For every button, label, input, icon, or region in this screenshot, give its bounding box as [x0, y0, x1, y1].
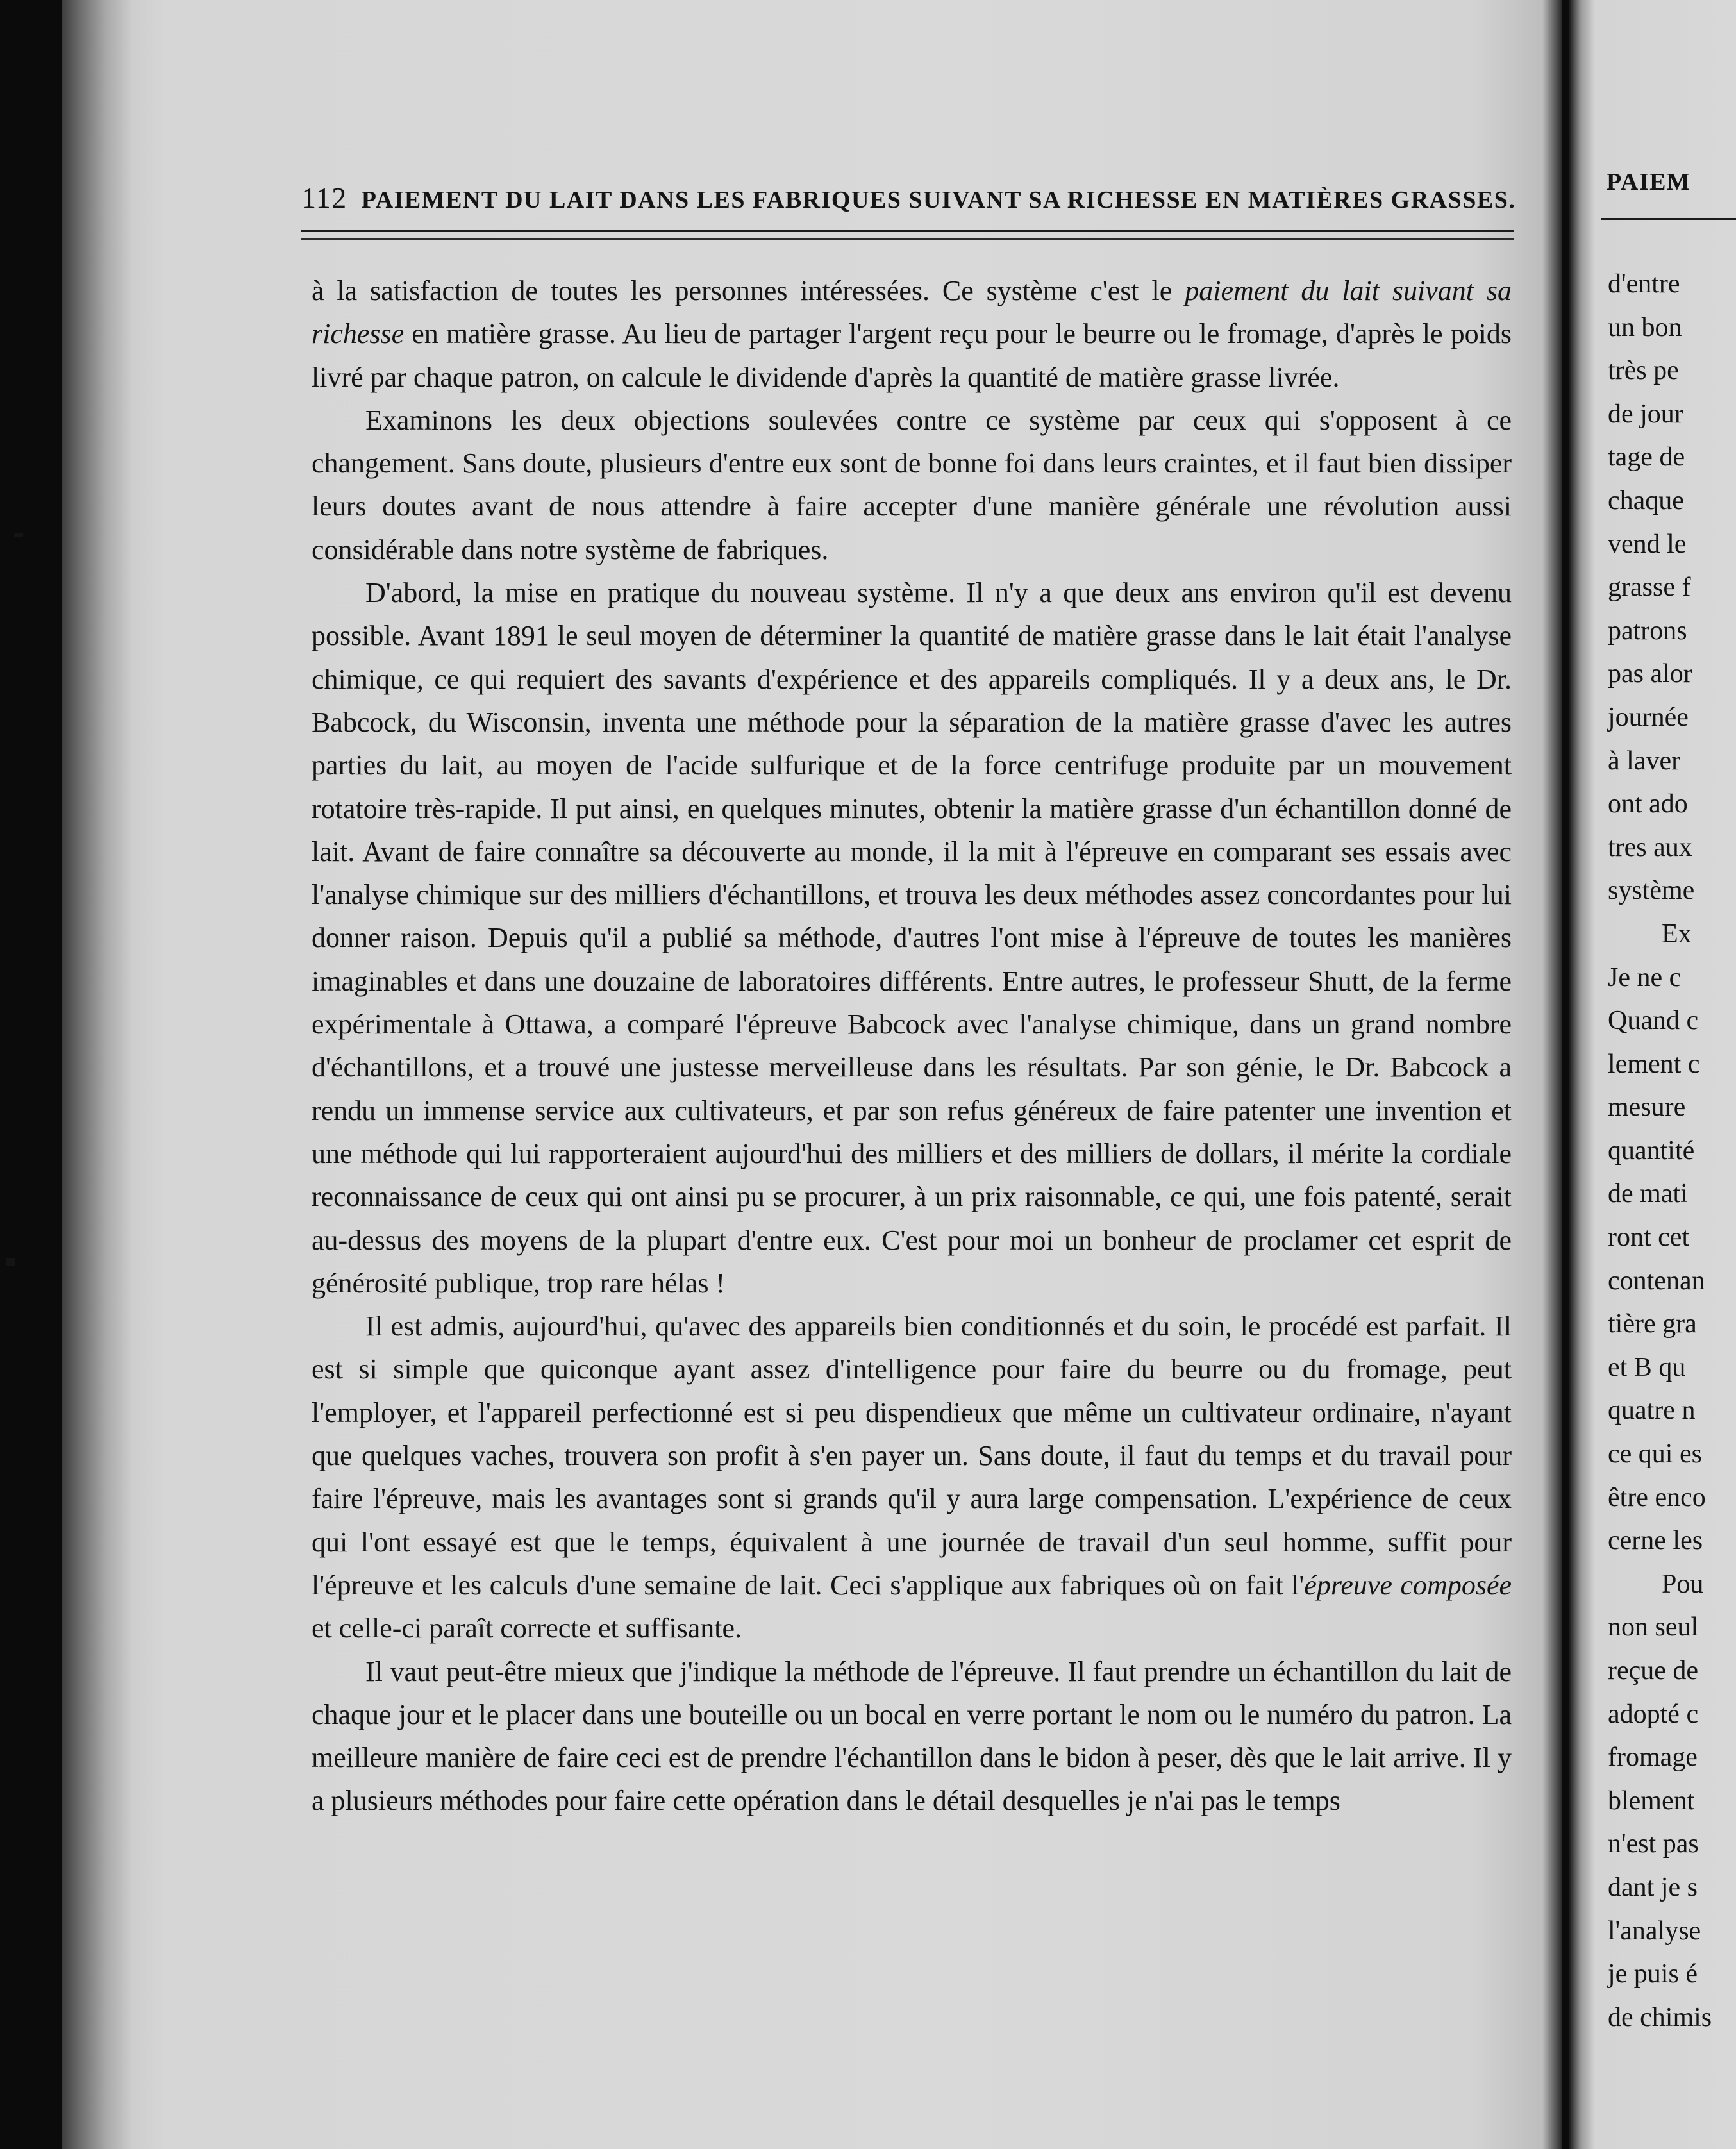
- right-line: reçue de: [1608, 1656, 1699, 1685]
- paragraph-2-text: Examinons les deux objections soulevées contre ce système par ceux qui s'opposent à ce changement. Sans doute, plusieurs d'entre eux sont de bonne foi dans leurs craintes, et il faut bien dissiper leurs doutes avant de nous attendre à faire accepter d'une manière générale une révolution aussi considérable dans notre système de fabriques.: [312, 404, 1512, 565]
- right-line: tres aux: [1608, 832, 1692, 862]
- right-line: Quand c: [1608, 1006, 1699, 1036]
- right-line: cerne les: [1608, 1526, 1703, 1556]
- right-line: vend le: [1608, 529, 1687, 559]
- scan-margin-mark: [14, 533, 23, 537]
- paragraph-1-text-c: en matière grasse. Au lieu de partager l'argent reçu pour le beurre ou le fromage, d'après le poids livré par chaque patron, on calcule le dividende d'après la quantité de matière grasse livrée.: [312, 318, 1512, 393]
- running-header: [301, 181, 1516, 215]
- right-line: journée: [1608, 702, 1689, 732]
- right-line: tière gra: [1608, 1309, 1697, 1339]
- right-line: de mati: [1608, 1179, 1688, 1209]
- paragraph-3-text: D'abord, la mise en pratique du nouveau système. Il n'y a que deux ans environ qu'il est devenu possible. Avant 1891 le seul moyen de déterminer la quantité de matière grasse dans le lait était l'analyse chimique, ce qui requiert des savants d'expérience et des appareils compliqués. Il y a deux ans, le Dr. Babcock, du Wisconsin, inventa une méthode pour la séparation de la matière grasse d'avec les autres parties du lait, au moyen de l'acide sulfurique et de la force centrifuge produite par un mouvement rotatoire très-rapide. Il put ainsi, en quelques minutes, obtenir la matière grasse d'un échantillon donné de lait. Avant de faire connaître sa découverte au monde, il la mit à l'épreuve en comparant ses essais avec l'analyse chimique sur des milliers d'échantillons, et trouva les deux méthodes assez concordantes pour lui donner raison. Depuis qu'il a publié sa méthode, d'autres l'ont mise à l'épreuve de toutes les manières imaginables et dans une douzaine de laboratoires différents. Entre autres, le professeur Shutt, de la ferme expérimentale à Ottawa, a comparé l'épreuve Babcock avec l'analyse chimique, dans un grand nombre d'échantillons, et a trouvé une justesse merveilleuse dans les résultats. Par son génie, le Dr. Babcock a rendu un immense service aux cultivateurs, et par son refus généreux de faire patenter une invention et une méthode qui lui rapporteraient aujourd'hui des milliers et des milliers de dollars, il mérite la cordiale reconnaissance de ceux qui ont ainsi pu se procurer, à un prix raisonnable, ce qui, une fois patenté, serait au-dessus des moyens de la plupart d'entre eux. C'est pour moi un bonheur de proclamer cet esprit de générosité publique, trop rare hélas !: [312, 577, 1512, 1299]
- right-line: ont ado: [1608, 789, 1688, 819]
- right-line: mesure: [1608, 1092, 1686, 1123]
- paragraph-1-italic: paiement du lait suivant sa richesse: [312, 275, 1512, 350]
- header-rule: [301, 230, 1514, 232]
- right-line: système: [1608, 876, 1695, 906]
- right-line: et B qu: [1608, 1352, 1686, 1382]
- right-line: l'analyse: [1608, 1916, 1701, 1946]
- running-header-title: PAIEMENT DU LAIT DANS LES FABRIQUES SUIVANT SA RICHESSE EN MATIÈRES GRASSES.: [361, 187, 1516, 213]
- right-line: quatre n: [1608, 1396, 1696, 1426]
- right-header-rule: [1601, 218, 1736, 220]
- paragraph-2: [312, 399, 1512, 571]
- right-line: grasse f: [1608, 573, 1691, 603]
- paragraph-4-text-a: Il est admis, aujourd'hui, qu'avec des appareils bien conditionnés et du soin, le procédé est parfait. Il est si simple que quiconque ayant assez d'intelligence pour faire du beurre ou du fromage, peut l'employer, et l'appareil perfectionné est si peu dispendieux que même un cultivateur ordinaire, n'ayant que quelques vaches, trouvera son profit à s'en payer un. Sans doute, il faut du temps et du travail pour faire l'épreuve, mais les avantages sont si grands qu'il y aura large compensation. L'expérience de ceux qui l'ont essayé est que le temps, équivalent à une journée de travail d'un seul homme, suffit pour l'épreuve et les calculs d'une semaine de lait. Ceci s'applique aux fabriques où on fait l': [312, 1310, 1512, 1601]
- right-line: de chimis: [1608, 2002, 1712, 2032]
- paragraph-5: [312, 1650, 1512, 1823]
- page-number: 112: [301, 181, 347, 214]
- right-line: fromage: [1608, 1743, 1698, 1773]
- right-line: non seul: [1608, 1612, 1699, 1643]
- header-rule-thin: [301, 238, 1514, 240]
- paragraph-5-text: Il vaut peut-être mieux que j'indique la méthode de l'épreuve. Il faut prendre un échantillon du lait de chaque jour et le placer dans une bouteille ou un bocal en verre portant le nom ou le numéro du patron. La meilleure manière de faire ceci est de prendre l'échantillon dans le bidon à peser, dès que le lait arrive. Il y a plusieurs méthodes pour faire cette opération dans le détail desquelles je n'ai pas le temps: [312, 1655, 1512, 1817]
- right-page-text: [1608, 263, 1712, 2039]
- right-line: je puis é: [1608, 1959, 1698, 1989]
- right-line: tage de: [1608, 442, 1685, 472]
- scan-margin-mark: [6, 1258, 15, 1266]
- right-line: d'entre: [1608, 269, 1680, 299]
- right-line: n'est pas: [1608, 1829, 1699, 1859]
- paragraph-4-text-c: et celle-ci paraît correcte et suffisante.: [312, 1612, 742, 1644]
- paragraph-1-text-a: à la satisfaction de toutes les personnes intéressées. Ce système c'est le: [312, 275, 1185, 306]
- paragraph-4-italic: épreuve composée: [1304, 1569, 1512, 1601]
- right-line: lement c: [1608, 1049, 1700, 1079]
- paragraph-4: [312, 1305, 1512, 1650]
- right-line: de jour: [1608, 399, 1683, 429]
- right-line: chaque: [1608, 485, 1684, 515]
- right-line: un bon: [1608, 312, 1682, 342]
- right-line: ce qui es: [1608, 1439, 1702, 1469]
- right-line: Pou: [1662, 1569, 1704, 1599]
- paragraph-3: [312, 571, 1512, 1305]
- right-line: pas alor: [1608, 659, 1692, 689]
- body-text: [312, 269, 1512, 1823]
- right-line: Je ne c: [1608, 962, 1682, 992]
- right-running-header: PAIEM: [1607, 169, 1691, 196]
- right-line: adopté c: [1608, 1699, 1699, 1729]
- paragraph-1: [312, 269, 1512, 399]
- right-line: dant je s: [1608, 1872, 1698, 1902]
- right-page: [1569, 0, 1736, 2149]
- right-line: blement: [1608, 1785, 1695, 1816]
- right-line: ront cet: [1608, 1223, 1690, 1253]
- right-line: Ex: [1662, 919, 1692, 949]
- right-line: patrons: [1608, 615, 1687, 646]
- right-line: quantité: [1608, 1135, 1695, 1166]
- right-line: contenan: [1608, 1266, 1705, 1296]
- right-line: très pe: [1608, 356, 1679, 386]
- right-line: à laver: [1608, 746, 1681, 776]
- right-line: être enco: [1608, 1482, 1706, 1512]
